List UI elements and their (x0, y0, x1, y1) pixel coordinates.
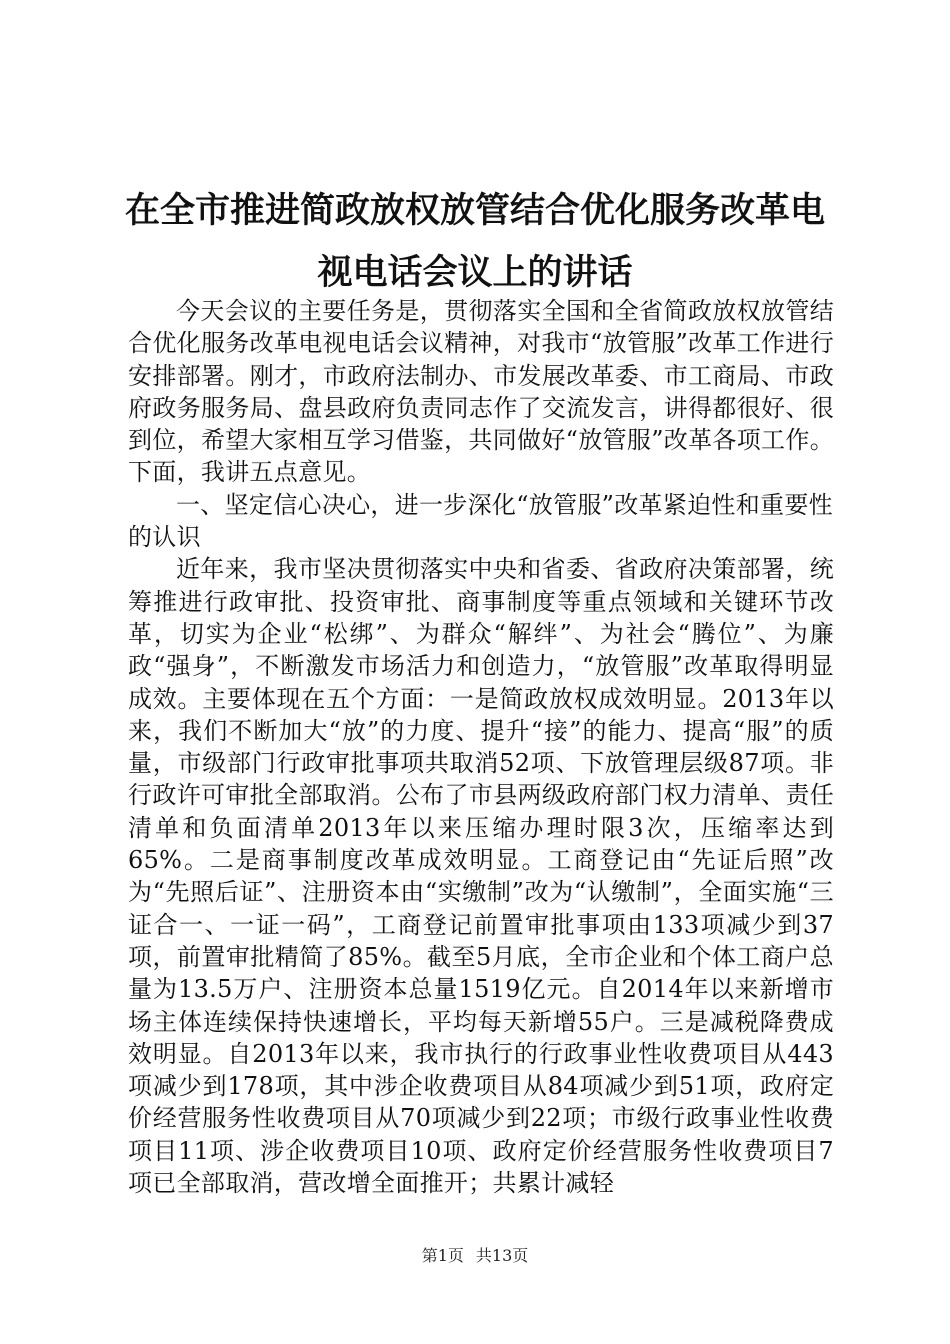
paragraph-achievements: 近年来，我市坚决贯彻落实中央和省委、省政府决策部署，统筹推进行政审批、投资审批、商事制度等重点领域和关键环节改革，切实为企业“松绑”、为群众“解绊”、为社会“腾位”、为廉政“强身”，不断激发市场活力和创造力，“放管服”改革取得明显成效。主要体现在五个方面：一是简政放权成效明显。2013年以来，我们不断加大“放”的力度、提升“接”的能力、提高“服”的质量，市级部门行政审批事项共取消52项、下放管理层级87项。非行政许可审批全部取消。公布了市县两级政府部门权力清单、责任清单和负面清单2013年以来压缩办理时限3次，压缩率达到65%。二是商事制度改革成效明显。工商登记由“先证后照”改为“先照后证”、注册资本由“实缴制”改为“认缴制”，全面实施“三证合一、一证一码”，工商登记前置审批事项由133项减少到37项，前置审批精简了85%。截至5月底，全市企业和个体工商户总量为13.5万户、注册资本总量1519亿元。自2014年以来新增市场主体连续保持快速增长，平均每天新增55户。三是减税降费成效明显。自2013年以来，我市执行的行政事业性收费项目从443项减少到178项，其中涉企收费项目从84项减少到51项，政府定价经营服务性收费项目从70项减少到22项；市级行政事业性收费项目11项、涉企收费项目10项、政府定价经营服务性收费项目7项已全部取消，营改增全面推开；共累计减轻 (128, 555, 834, 1198)
page-number-current: 第1页 (421, 1246, 464, 1265)
document-title (100, 180, 850, 304)
page-number-total: 共13页 (475, 1246, 529, 1265)
document-title-line-2: 视电话会议上的讲话 (317, 253, 633, 293)
document-title-line-1: 在全市推进简政放权放管结合优化服务改革电 (124, 191, 825, 231)
document-body (128, 295, 834, 1199)
section-heading-1: 一、坚定信心决心，进一步深化“放管服”改革紧迫性和重要性的认识 (128, 490, 833, 552)
paragraph-intro: 今天会议的主要任务是，贯彻落实全国和全省简政放权放管结合优化服务改革电视电话会议精神，对我市“放管服”改革工作进行安排部署。刚才，市政府法制办、市发展改革委、市工商局、市政府政务服务局、盘县政府负责同志作了交流发言，讲得都很好、很到位，希望大家相互学习借鉴，共同做好“放管服”改革各项工作。下面，我讲五点意见。 (128, 297, 834, 487)
page-footer (0, 1243, 950, 1266)
